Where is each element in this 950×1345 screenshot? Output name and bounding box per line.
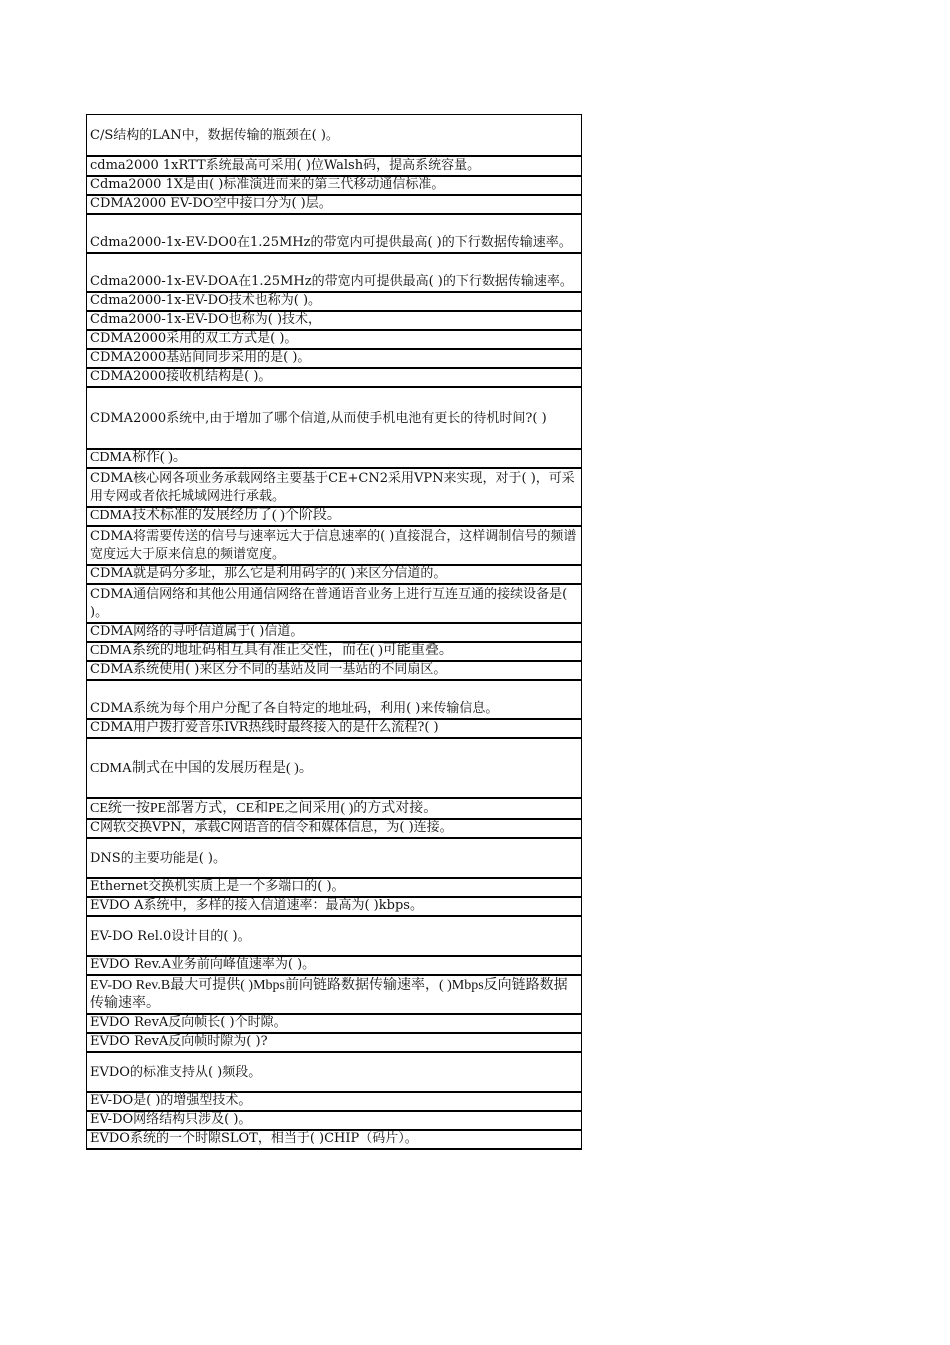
question-text: Cdma2000-1x-EV-DO也称为( )技术， bbox=[90, 312, 322, 327]
question-row bbox=[87, 739, 581, 799]
question-row bbox=[87, 215, 581, 254]
question-text: CDMA通信网络和其他公用通信网络在普通语音业务上进行互连互通的接续设备是( )。 bbox=[90, 587, 568, 620]
question-text: Cdma2000-1x-EV-DO技术也称为( )。 bbox=[90, 293, 322, 308]
question-row bbox=[87, 720, 581, 739]
question-row bbox=[87, 799, 581, 820]
question-text: CDMA系统为每个用户分配了各自特定的地址码，利用( )来传输信息。 bbox=[90, 701, 499, 716]
question-row bbox=[87, 624, 581, 643]
question-text: CDMA制式在中国的发展历程是( )。 bbox=[90, 760, 313, 776]
question-text: CDMA2000采用的双工方式是( )。 bbox=[90, 331, 298, 346]
question-text: EV-DO Rel.0设计目的( )。 bbox=[90, 928, 251, 944]
question-row bbox=[87, 681, 581, 720]
question-text: CDMA称作( )。 bbox=[90, 450, 187, 465]
question-row bbox=[87, 469, 581, 508]
question-text: cdma2000 1xRTT系统最高可采用( )位Walsh码，提高系统容量。 bbox=[90, 158, 481, 173]
question-text: EV-DO Rev.B最大可提供( )Mbps前向链路数据传输速率，( )Mbps反向链路数据传输速率。 bbox=[90, 978, 568, 1011]
question-row bbox=[87, 957, 581, 976]
question-row bbox=[87, 1034, 581, 1053]
question-row bbox=[87, 917, 581, 957]
question-row bbox=[87, 177, 581, 196]
question-text: CDMA技术标准的发展经历了( )个阶段。 bbox=[90, 508, 341, 523]
question-text: CDMA系统的地址码相互具有准正交性，而在( )可能重叠。 bbox=[90, 643, 453, 658]
question-text: EVDO系统的一个时隙SLOT，相当于( )CHIP（码片）。 bbox=[90, 1131, 418, 1146]
question-text: CDMA将需要传送的信号与速率远大于信息速率的( )直接混合，这样调制信号的频谱宽度远大于原来信息的频谱宽度。 bbox=[90, 529, 577, 562]
question-text: Ethernet交换机实质上是一个多端口的( )。 bbox=[90, 879, 345, 894]
question-row bbox=[87, 157, 581, 177]
question-row bbox=[87, 566, 581, 585]
question-row bbox=[87, 508, 581, 527]
question-text: EV-DO是( )的增强型技术。 bbox=[90, 1093, 252, 1108]
question-row bbox=[87, 662, 581, 681]
question-text: CDMA系统使用( )来区分不同的基站及同一基站的不同扇区。 bbox=[90, 662, 447, 677]
question-row bbox=[87, 898, 581, 917]
question-row bbox=[87, 839, 581, 879]
question-row bbox=[87, 1015, 581, 1034]
question-text: EV-DO网络结构只涉及( )。 bbox=[90, 1112, 252, 1127]
question-row bbox=[87, 1053, 581, 1093]
question-row bbox=[87, 388, 581, 450]
question-text: C/S结构的LAN中，数据传输的瓶颈在( )。 bbox=[90, 127, 339, 143]
question-text: EVDO A系统中，多样的接入信道速率：最高为( )kbps。 bbox=[90, 898, 423, 913]
question-text: CDMA2000接收机结构是( )。 bbox=[90, 369, 272, 384]
question-row bbox=[87, 643, 581, 662]
question-text: EVDO RevA反向帧时隙为( )? bbox=[90, 1034, 268, 1049]
question-text: DNS的主要功能是( )。 bbox=[90, 850, 226, 866]
question-row bbox=[87, 820, 581, 839]
question-sheet bbox=[86, 114, 582, 1150]
question-row bbox=[87, 312, 581, 331]
question-row bbox=[87, 254, 581, 293]
question-row bbox=[87, 331, 581, 350]
question-text: CDMA就是码分多址，那么它是利用码字的( )来区分信道的。 bbox=[90, 566, 447, 581]
question-text: CDMA2000 EV-DO空中接口分为( )层。 bbox=[90, 196, 332, 211]
question-text: Cdma2000-1x-EV-DO0在1.25MHz的带宽内可提供最高( )的下行数据传输速率。 bbox=[90, 235, 572, 250]
question-row bbox=[87, 450, 581, 469]
question-text: CDMA2000基站间同步采用的是( )。 bbox=[90, 350, 311, 365]
question-row bbox=[87, 293, 581, 312]
question-text: EVDO Rev.A业务前向峰值速率为( )。 bbox=[90, 957, 316, 972]
question-row bbox=[87, 527, 581, 566]
question-row bbox=[87, 976, 581, 1015]
question-row bbox=[87, 196, 581, 215]
question-text: Cdma2000-1x-EV-DOA在1.25MHz的带宽内可提供最高( )的下行数据传输速率。 bbox=[90, 274, 573, 289]
question-row bbox=[87, 350, 581, 369]
question-row bbox=[87, 1093, 581, 1112]
question-row bbox=[87, 879, 581, 898]
question-row bbox=[87, 369, 581, 388]
question-text: EVDO RevA反向帧长( )个时隙。 bbox=[90, 1015, 287, 1030]
question-text: CDMA核心网各项业务承载网络主要基于CE+CN2采用VPN来实现，对于( )，可采用专网或者依托城域网进行承载。 bbox=[90, 471, 575, 504]
question-row bbox=[87, 1112, 581, 1131]
question-row bbox=[87, 115, 581, 157]
question-text: CDMA2000系统中,由于增加了哪个信道,从而使手机电池有更长的待机时间?( ) bbox=[90, 410, 547, 426]
question-text: EVDO的标准支持从( )频段。 bbox=[90, 1064, 262, 1080]
question-row bbox=[87, 585, 581, 624]
question-text: CDMA网络的寻呼信道属于( )信道。 bbox=[90, 624, 304, 639]
question-text: CDMA用户拨打爱音乐IVR热线时最终接入的是什么流程?( ) bbox=[90, 720, 439, 735]
question-row bbox=[87, 1131, 581, 1150]
question-text: Cdma2000 1X是由( )标准演进而来的第三代移动通信标准。 bbox=[90, 177, 445, 192]
question-text: CE统一按PE部署方式，CE和PE之间采用( )的方式对接。 bbox=[90, 801, 438, 816]
question-text: C网软交换VPN，承载C网语音的信令和媒体信息，为( )连接。 bbox=[90, 820, 453, 835]
